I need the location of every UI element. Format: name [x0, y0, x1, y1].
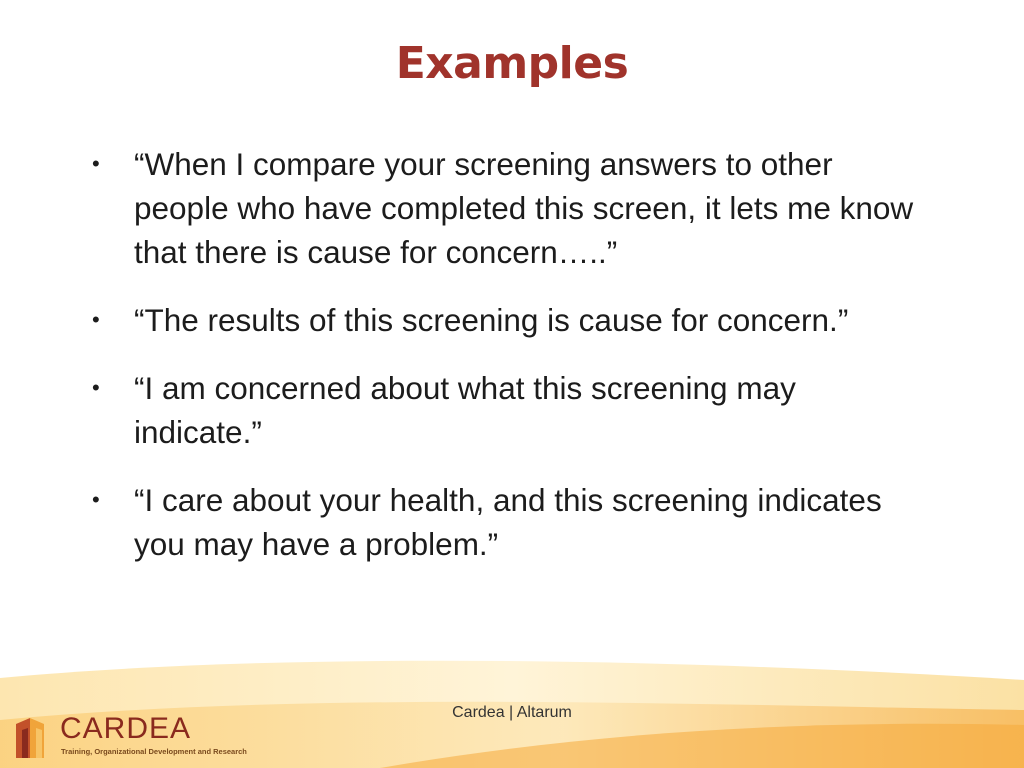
bullet-list — [88, 142, 928, 566]
bullet-item: • “I am concerned about what this screening may indicate.” — [88, 366, 928, 454]
cardea-logo — [14, 712, 254, 762]
slide-title: Examples — [395, 38, 629, 89]
footer-text: Cardea | Altarum — [452, 704, 572, 721]
bullet-item: • “When I compare your screening answers to other people who have completed this screen, it lets me know that there is cause for concern…..” — [88, 142, 928, 274]
logo-name: CARDEA — [60, 712, 192, 745]
logo-tagline: Training, Organizational Development and Research — [61, 747, 247, 756]
cardea-logo-mark-icon — [14, 714, 56, 758]
bullet-item: • “I care about your health, and this screening indicates you may have a problem.” — [88, 478, 928, 566]
bullet-item: • “The results of this screening is cause for concern.” — [88, 298, 928, 342]
